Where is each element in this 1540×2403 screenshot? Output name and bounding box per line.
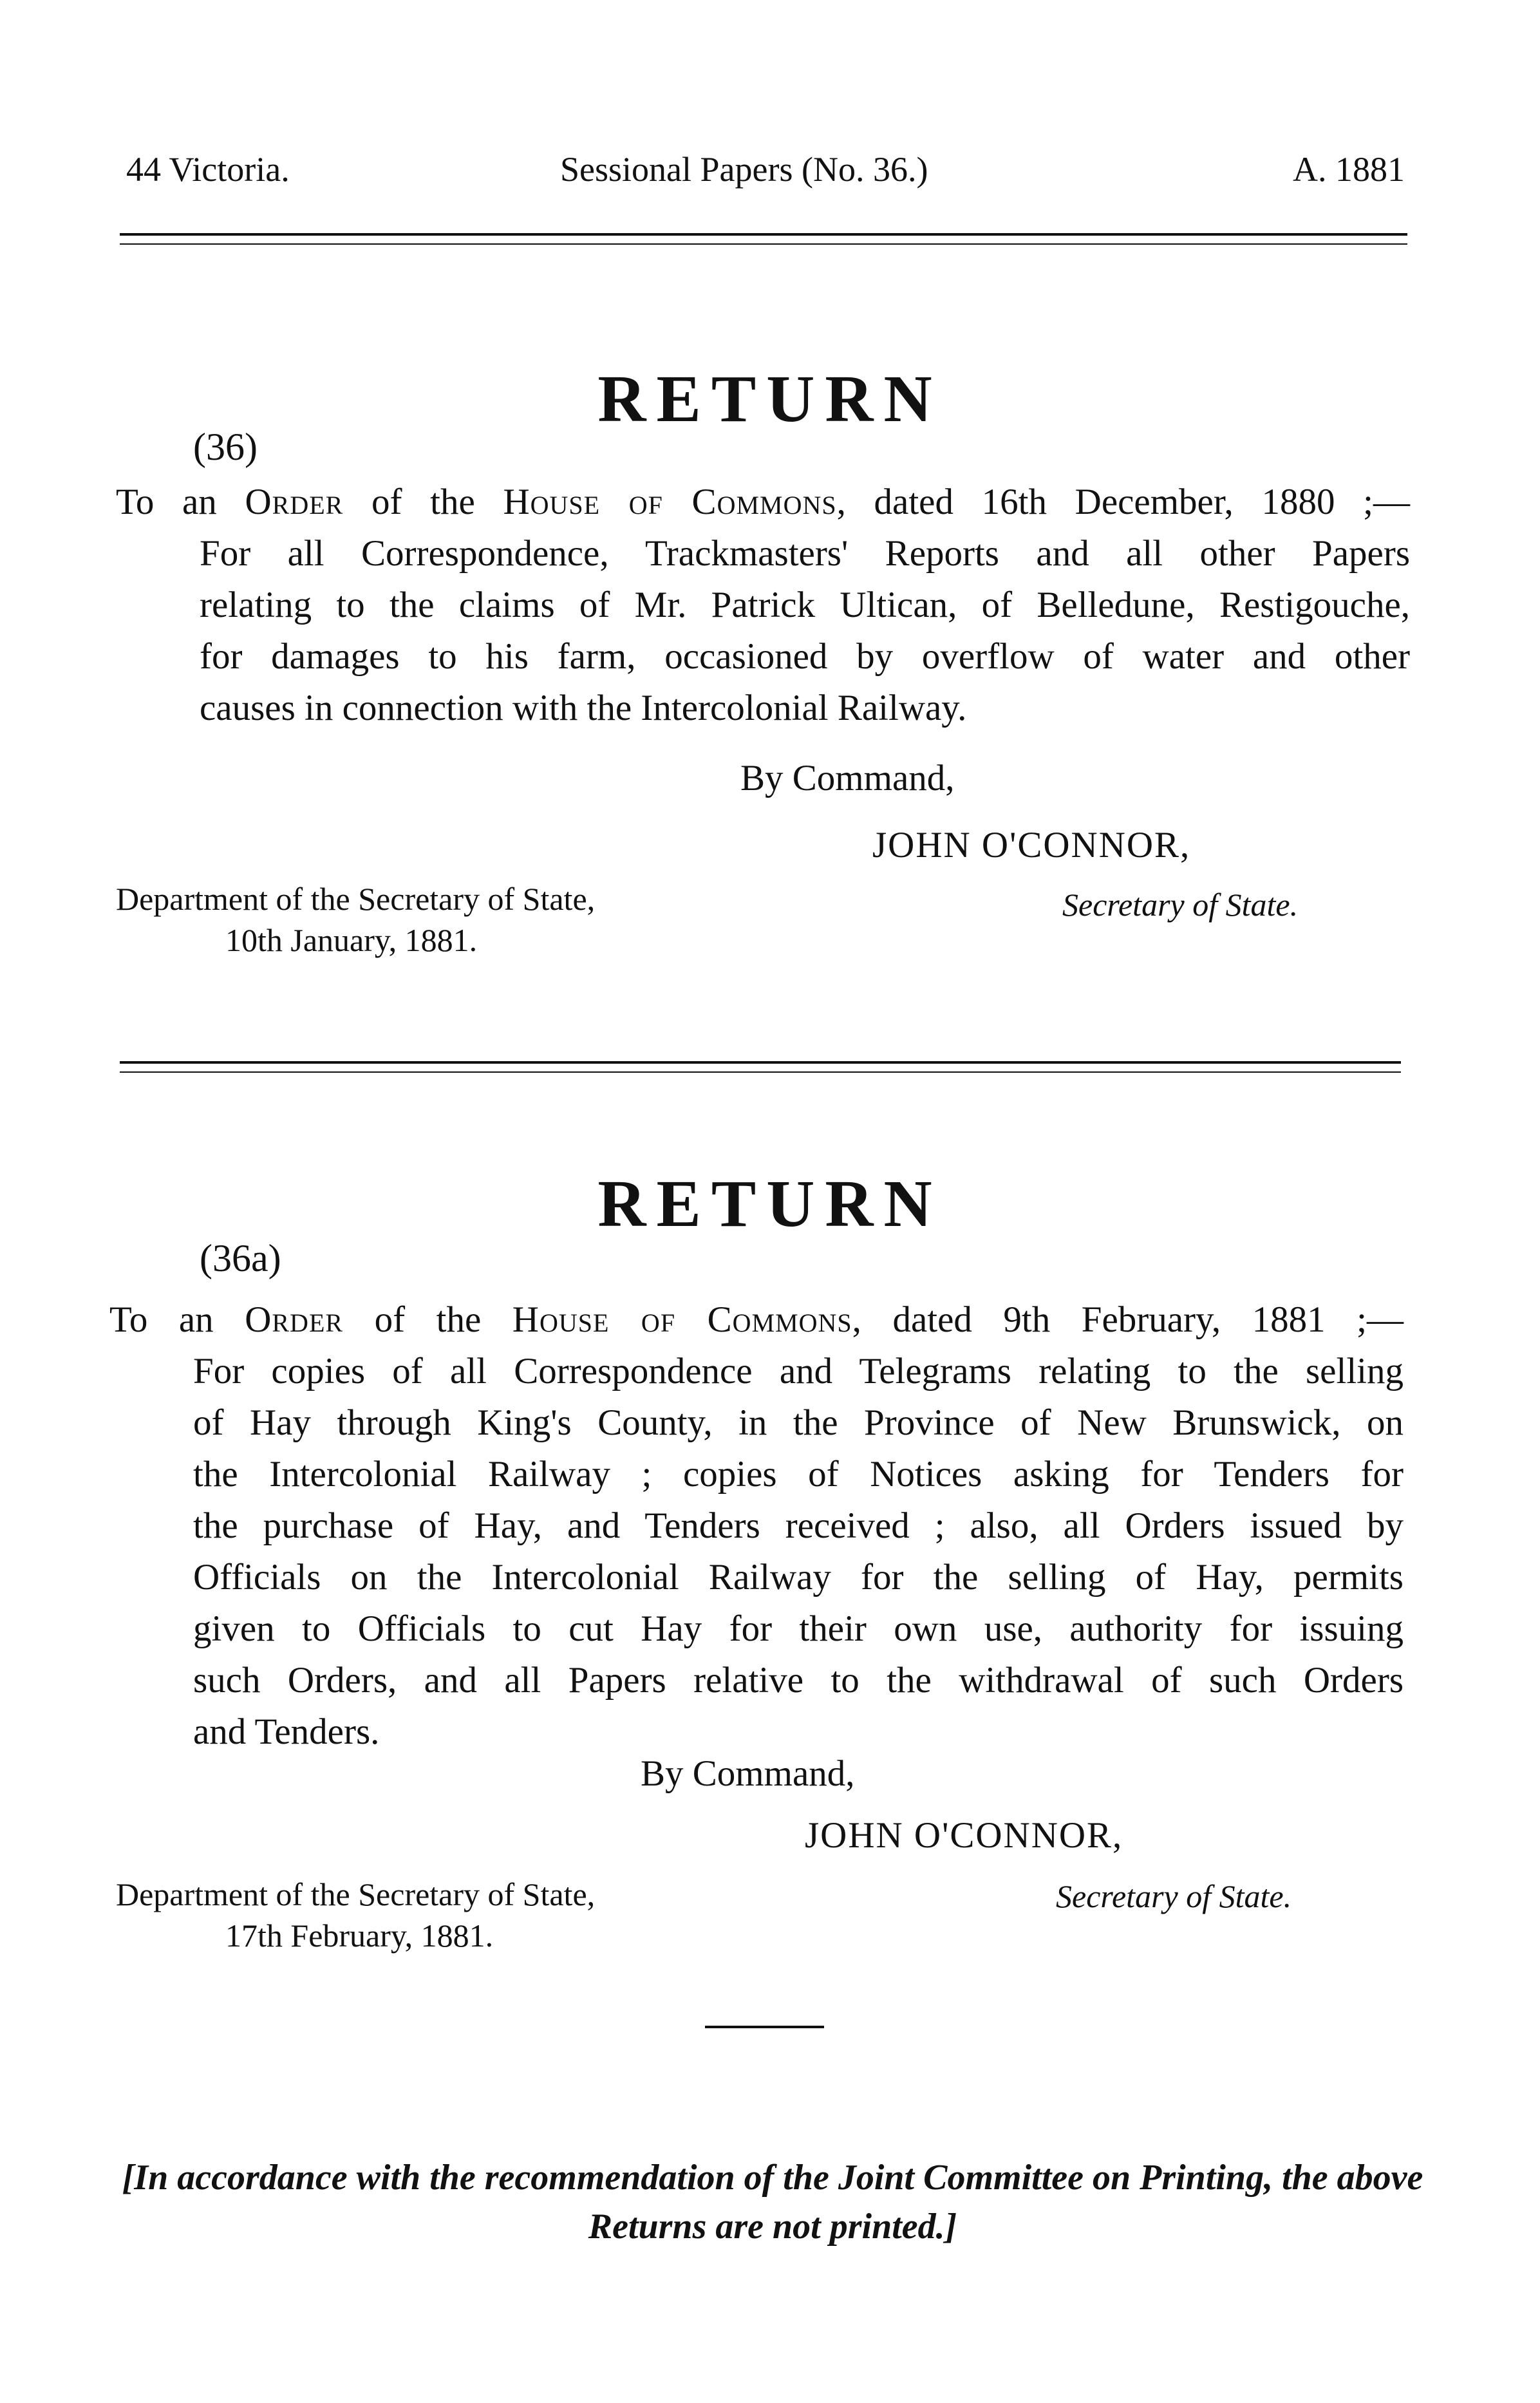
return-number: (36) xyxy=(193,426,258,468)
order-line-segment: Order xyxy=(245,482,344,522)
order-line-segment: the Intercolonial Railway ; copies of Notices asking for Tenders for xyxy=(193,1454,1404,1494)
header-rule-bottom xyxy=(120,243,1407,245)
header-year: A. 1881 xyxy=(1293,150,1405,189)
order-line-segment: , dated 9th February, 1881 ;— xyxy=(852,1299,1404,1340)
order-line-segment: of the xyxy=(343,1299,512,1340)
order-line-segment: and Tenders. xyxy=(193,1711,380,1752)
order-line xyxy=(193,1706,1404,1758)
order-line-segment: of Hay through King's County, in the Province of New Brunswick, on xyxy=(193,1402,1404,1443)
order-line xyxy=(193,1655,1404,1706)
order-line-segment: Order xyxy=(245,1299,344,1340)
order-line xyxy=(193,1500,1404,1552)
order-line-segment: , dated 16th December, 1880 ;— xyxy=(836,482,1410,522)
order-line-segment: relating to the claims of Mr. Patrick Ultican, of Belledune, Restigouche, xyxy=(200,585,1410,625)
order-line xyxy=(200,683,1410,734)
header-paper-title: Sessional Papers (No. 36.) xyxy=(560,150,928,189)
department-name: Department of the Secretary of State, xyxy=(116,1876,596,1912)
section-rule-top xyxy=(120,1061,1401,1064)
signer-title: Secretary of State. xyxy=(1056,1878,1292,1914)
return-title: RETURN xyxy=(597,362,943,436)
order-line-segment: such Orders, and all Papers relative to the withdrawal of such Orders xyxy=(193,1660,1404,1701)
section-rule-bottom xyxy=(120,1071,1401,1073)
department-name: Department of the Secretary of State, xyxy=(116,881,596,917)
order-text xyxy=(116,476,1410,734)
order-line-segment: the purchase of Hay, and Tenders received ; also, all Orders issued by xyxy=(193,1505,1404,1546)
return-title: RETURN xyxy=(597,1167,943,1241)
order-line-segment: given to Officials to cut Hay for their own use, authority for issuing xyxy=(193,1608,1404,1649)
order-line xyxy=(193,1603,1404,1655)
by-command: By Command, xyxy=(740,758,955,798)
signer-name: JOHN O'CONNOR, xyxy=(872,825,1191,865)
order-line-segment: Officials on the Intercolonial Railway for the selling of Hay, permits xyxy=(193,1557,1404,1597)
order-line xyxy=(109,1294,1404,1346)
order-text xyxy=(109,1294,1404,1758)
order-line-segment: To an xyxy=(116,482,245,522)
order-line xyxy=(116,476,1410,528)
return-date: 17th February, 1881. xyxy=(225,1918,494,1954)
order-line xyxy=(193,1552,1404,1603)
closing-rule xyxy=(705,2026,824,2028)
header-rule-top xyxy=(120,233,1407,236)
order-line-segment: For all Correspondence, Trackmasters' Reports and all other Papers xyxy=(200,533,1410,574)
return-number: (36a) xyxy=(200,1237,281,1279)
order-line-segment: House of Commons xyxy=(512,1299,852,1340)
header-session: 44 Victoria. xyxy=(126,150,290,189)
order-line-segment: To an xyxy=(109,1299,245,1340)
return-date: 10th January, 1881. xyxy=(225,922,478,958)
printing-note: [In accordance with the recommendation of the Joint Committee on Printing, the above Returns are not printed.] xyxy=(122,2158,1423,2247)
order-line-segment: for damages to his farm, occasioned by overflow of water and other xyxy=(200,636,1410,677)
order-line-segment: causes in connection with the Intercolonial Railway. xyxy=(200,688,967,728)
signer-title: Secretary of State. xyxy=(1062,887,1299,923)
order-line xyxy=(200,631,1410,683)
order-line-segment: of the xyxy=(343,482,503,522)
order-line-segment: House of Commons xyxy=(503,482,837,522)
order-line xyxy=(193,1449,1404,1500)
order-line xyxy=(193,1397,1404,1449)
order-line xyxy=(200,580,1410,631)
order-line xyxy=(200,528,1410,580)
department-block xyxy=(116,878,595,961)
order-line xyxy=(193,1346,1404,1397)
department-block xyxy=(116,1874,595,1956)
signer-name: JOHN O'CONNOR, xyxy=(805,1815,1123,1856)
order-line-segment: For copies of all Correspondence and Telegrams relating to the selling xyxy=(193,1351,1404,1391)
by-command: By Command, xyxy=(641,1753,855,1794)
